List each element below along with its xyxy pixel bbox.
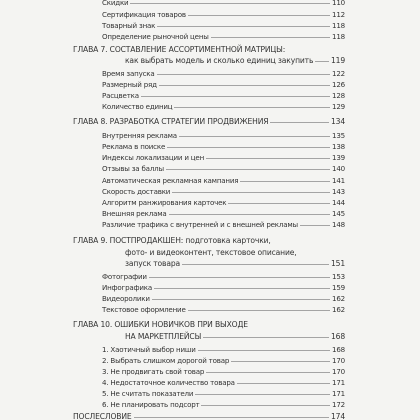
toc-entry: [102, 10, 345, 19]
dot-leader: [134, 417, 329, 418]
dot-leader: [206, 372, 330, 373]
toc-page-number: 110: [332, 0, 345, 7]
toc-chapter-entry: [73, 412, 345, 420]
toc-entry: [102, 164, 345, 173]
toc-page-number: 143: [332, 187, 345, 196]
toc-entry: [102, 283, 345, 292]
toc-entry: [102, 400, 345, 409]
dot-leader: [157, 74, 331, 75]
dot-leader: [315, 61, 329, 62]
toc-page-number: 145: [332, 209, 345, 218]
dot-leader: [157, 26, 330, 27]
dot-leader: [167, 147, 330, 148]
dot-leader: [179, 136, 330, 137]
toc-entry: [102, 142, 345, 151]
toc-chapter-entry: [73, 45, 345, 54]
toc-page-number: 162: [332, 294, 345, 303]
toc-page-number: 139: [332, 153, 345, 162]
toc-entry-title: Различие трафика с внутренней и с внешней рекламы: [102, 220, 298, 229]
dot-leader: [237, 383, 330, 384]
toc-page-number: 112: [332, 10, 345, 19]
toc-entry-title: Отзывы за баллы: [102, 164, 164, 173]
toc-page-number: 119: [330, 56, 345, 65]
toc-entry: [125, 259, 345, 268]
toc-entry-title: Видеоролики: [102, 294, 150, 303]
dot-leader: [201, 405, 330, 406]
dot-leader: [159, 85, 330, 86]
toc-page-number: 129: [332, 102, 345, 111]
toc-entry-title: Скидки: [102, 0, 129, 7]
toc-entry: [102, 389, 345, 398]
toc-entry-title: Время запуска: [102, 69, 155, 78]
toc-page-number: 153: [332, 272, 345, 281]
toc-page-number: 122: [332, 69, 345, 78]
toc-entry: [102, 198, 345, 207]
dot-leader: [240, 181, 330, 182]
dot-leader: [130, 3, 330, 4]
dot-leader: [300, 225, 330, 226]
toc-page-number: 170: [332, 356, 345, 365]
toc-entry: [102, 176, 345, 185]
toc-page-number: 140: [332, 164, 345, 173]
dot-leader: [211, 37, 330, 38]
toc-entry-title: ГЛАВА 9. ПОСТПРОДАКШЕН: подготовка карточки,: [73, 236, 271, 245]
toc-chapter-entry: [73, 236, 345, 245]
dot-leader: [188, 15, 330, 16]
toc-entry-title: Товарный знак: [102, 21, 156, 30]
toc-chapter-entry: [73, 117, 345, 126]
toc-entry: [125, 56, 345, 65]
toc-entry-title: Текстовое оформление: [102, 305, 186, 314]
toc-page-number: 134: [330, 117, 345, 126]
toc-entry-title: Автоматическая рекламная кампания: [102, 176, 239, 185]
dot-leader: [169, 214, 331, 215]
toc-entry-title: 5. Не считать показатели: [102, 389, 194, 398]
toc-entry-title: Индексы локализации и цен: [102, 153, 205, 162]
toc-entry-title: Алгоритм ранжирования карточек: [102, 198, 227, 207]
toc-entry-title: Сертификация товаров: [102, 10, 186, 19]
toc-entry: [125, 248, 345, 257]
toc-entry: [125, 332, 345, 341]
dot-leader: [149, 277, 330, 278]
toc-page-number: 144: [332, 198, 345, 207]
toc-page-number: 118: [332, 21, 345, 30]
toc-entry-title: фото- и видеоконтент, текстовое описание,: [125, 248, 297, 257]
toc-entry: [102, 367, 345, 376]
dot-leader: [152, 299, 330, 300]
toc-entry: [102, 187, 345, 196]
toc-entry-title: НА МАРКЕТПЛЕЙСЫ: [125, 332, 202, 341]
toc-entry-title: 3. Не продвигать свой товар: [102, 367, 205, 376]
dot-leader: [174, 107, 330, 108]
toc-page-number: 126: [332, 80, 345, 89]
toc-entry-title: Реклама в поиске: [102, 142, 166, 151]
toc-entry-title: 2. Выбрать слишком дорогой товар: [102, 356, 230, 365]
toc-page-number: 148: [332, 220, 345, 229]
toc-entry-title: Расцветка: [102, 91, 139, 100]
toc-page-number: 168: [330, 332, 345, 341]
toc-entry-title: Внешняя реклама: [102, 209, 167, 218]
toc-entry: [102, 209, 345, 218]
toc-page-number: 171: [332, 378, 345, 387]
toc-entry: [102, 91, 345, 100]
toc-entry-title: 1. Хаотичный выбор ниши: [102, 345, 196, 354]
toc-entry: [102, 21, 345, 30]
dot-leader: [172, 192, 330, 193]
toc-entry-title: как выбрать модель и сколько единиц закупить: [125, 56, 314, 65]
toc-entry-title: запуск товара: [125, 259, 181, 268]
toc-page-number: 135: [332, 131, 345, 140]
toc-page-number: 168: [332, 345, 345, 354]
toc-entry-title: Фотографии: [102, 272, 147, 281]
toc-entry: [102, 32, 345, 41]
dot-leader: [198, 350, 330, 351]
toc-entry-title: Скорость доставки: [102, 187, 171, 196]
toc-page-number: 170: [332, 367, 345, 376]
toc-entry: [102, 272, 345, 281]
toc-page-number: 141: [332, 176, 345, 185]
toc-entry-title: 6. Не планировать подсорт: [102, 400, 200, 409]
toc-page-number: 159: [332, 283, 345, 292]
toc-entry: [102, 305, 345, 314]
toc-entry-title: Внутренняя реклама: [102, 131, 177, 140]
toc-entry: [102, 80, 345, 89]
toc-entry: [102, 220, 345, 229]
dot-leader: [166, 169, 330, 170]
toc-entry-title: Определение рыночной цены: [102, 32, 209, 41]
toc-page-number: 174: [330, 412, 345, 420]
toc-entry: [102, 69, 345, 78]
dot-leader: [231, 361, 330, 362]
toc-entry: [102, 345, 345, 354]
toc-page-number: 162: [332, 305, 345, 314]
toc-chapter-entry: [73, 320, 345, 329]
toc-entry: [102, 0, 345, 7]
dot-leader: [228, 203, 330, 204]
dot-leader: [182, 264, 329, 265]
dot-leader: [141, 96, 330, 97]
dot-leader: [270, 122, 329, 123]
dot-leader: [206, 158, 330, 159]
toc-entry: [102, 378, 345, 387]
toc-entry-title: ГЛАВА 8. РАЗРАБОТКА СТРАТЕГИИ ПРОДВИЖЕНИЯ: [73, 117, 269, 126]
toc-entry: [102, 153, 345, 162]
toc-entry: [102, 102, 345, 111]
toc-page-number: 171: [332, 389, 345, 398]
toc-page-number: 151: [330, 259, 345, 268]
dot-leader: [195, 394, 330, 395]
toc-entry-title: ПОСЛЕСЛОВИЕ: [73, 412, 132, 420]
toc-page-number: 172: [332, 400, 345, 409]
dot-leader: [154, 288, 330, 289]
toc-entry-title: 4. Недостаточное количество товара: [102, 378, 235, 387]
toc-entry-title: ГЛАВА 10. ОШИБКИ НОВИЧКОВ ПРИ ВЫХОДЕ: [73, 320, 248, 329]
toc-page-number: 138: [332, 142, 345, 151]
toc-page-number: 118: [332, 32, 345, 41]
toc-entry-title: Размерный ряд: [102, 80, 157, 89]
toc-entry: [102, 356, 345, 365]
toc-entry: [102, 131, 345, 140]
toc-entry-title: Количество единиц: [102, 102, 173, 111]
toc-entry-title: Инфографика: [102, 283, 153, 292]
toc-page-number: 128: [332, 91, 345, 100]
toc-entry-title: ГЛАВА 7. СОСТАВЛЕНИЕ АССОРТИМЕНТНОЙ МАТРИЦЫ:: [73, 45, 286, 54]
dot-leader: [188, 310, 330, 311]
dot-leader: [203, 337, 329, 338]
toc-entry: [102, 294, 345, 303]
